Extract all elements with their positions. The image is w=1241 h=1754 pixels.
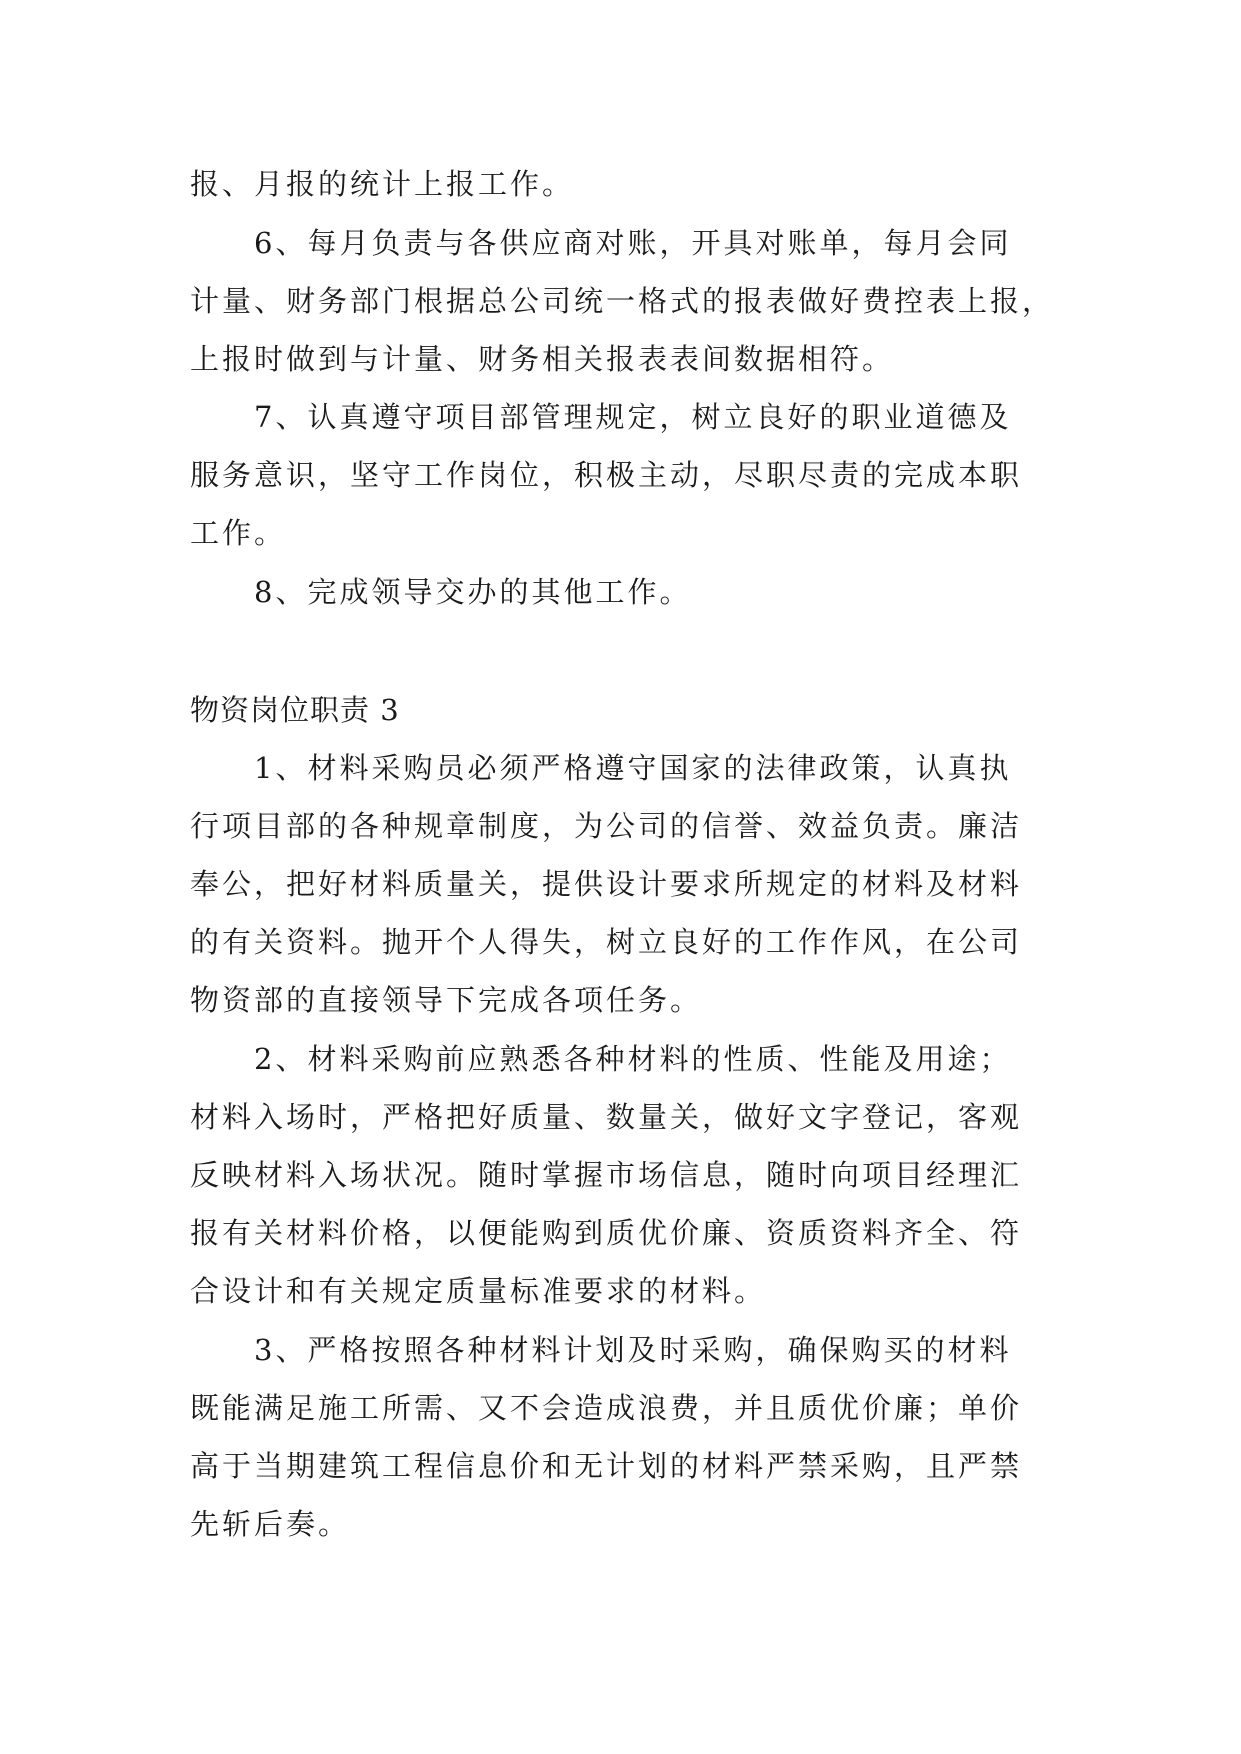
- text-line: 的有关资料。抛开个人得失，树立良好的工作作风，在公司: [190, 925, 1023, 959]
- text-line: 行项目部的各种规章制度，为公司的信誉、效益负责。廉洁: [190, 809, 1023, 843]
- text-line: 计量、财务部门根据总公司统一格式的报表做好费控表上报，: [190, 284, 1055, 318]
- text-line: 6、每月负责与各供应商对账，开具对账单，每月会同: [254, 226, 1012, 260]
- text-line: 奉公，把好材料质量关，提供设计要求所规定的材料及材料: [190, 867, 1023, 901]
- section-heading: 物资岗位职责 3: [190, 693, 400, 727]
- text-line: 3、严格按照各种材料计划及时采购，确保购买的材料: [254, 1333, 1012, 1367]
- text-line: 工作。: [190, 516, 287, 550]
- text-line: 报有关材料价格，以便能购到质优价廉、资质资料齐全、符: [190, 1216, 1023, 1250]
- text-line: 高于当期建筑工程信息价和无计划的材料严禁采购，且严禁: [190, 1449, 1023, 1483]
- text-line: 物资部的直接领导下完成各项任务。: [190, 983, 703, 1017]
- text-line: 合设计和有关规定质量标准要求的材料。: [190, 1274, 767, 1308]
- text-line: 上报时做到与计量、财务相关报表表间数据相符。: [190, 342, 895, 376]
- text-line: 既能满足施工所需、又不会造成浪费，并且质优价廉；单价: [190, 1391, 1023, 1425]
- text-line: 反映材料入场状况。随时掌握市场信息，随时向项目经理汇: [190, 1158, 1023, 1192]
- text-line: 先斩后奏。: [190, 1507, 351, 1541]
- text-line: 1、材料采购员必须严格遵守国家的法律政策，认真执: [254, 751, 1012, 785]
- text-line: 2、材料采购前应熟悉各种材料的性质、性能及用途；: [254, 1042, 1012, 1076]
- text-line: 服务意识，坚守工作岗位，积极主动，尽职尽责的完成本职: [190, 458, 1023, 492]
- text-line: 7、认真遵守项目部管理规定，树立良好的职业道德及: [254, 400, 1012, 434]
- text-line: 8、完成领导交办的其他工作。: [254, 575, 692, 609]
- text-line: 材料入场时，严格把好质量、数量关，做好文字登记，客观: [190, 1100, 1023, 1134]
- text-line: 报、月报的统计上报工作。: [190, 167, 575, 201]
